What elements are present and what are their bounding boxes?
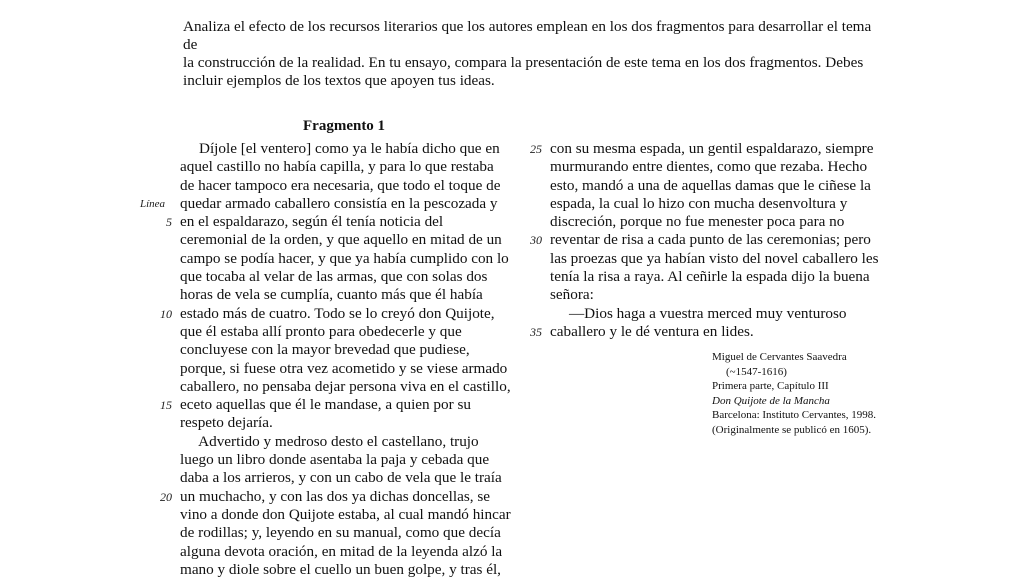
line-text: tenía la risa a raya. Al ceñirle la espada dijo la buena (550, 268, 870, 286)
line-text: que él estaba allí pronto para obedecerle y que (180, 322, 462, 340)
text-line (530, 231, 890, 249)
text-line (180, 543, 525, 561)
line-text: en el espaldarazo, según él tenía noticia del (180, 213, 444, 231)
text-line (180, 451, 525, 469)
text-line (180, 268, 525, 286)
line-number: 5 (166, 215, 172, 230)
text-line (550, 177, 890, 195)
text-line (166, 213, 525, 231)
line-text: luego un libro donde asentaba la paja y cebada que (180, 451, 490, 469)
text-line (530, 322, 890, 341)
text-line (140, 194, 525, 213)
text-line (180, 158, 525, 176)
line-text: quedar armado caballero consistía en la pescozada y (180, 194, 498, 212)
line-text: caballero, no pensaba dejar persona viva en el castillo, (180, 377, 511, 395)
text-line (180, 506, 525, 524)
text-line (180, 140, 525, 158)
line-text: alguna devota oración, en mitad de la leyenda alzó la (180, 542, 503, 560)
line-text: ceremonial de la orden, y que aquello en mitad de un (180, 231, 502, 249)
text-line (550, 268, 890, 286)
text-line (160, 304, 525, 323)
text-line (180, 469, 525, 487)
citation-publisher: Barcelona: Instituto Cervantes, 1998. (712, 409, 877, 421)
line-text: caballero y le dé ventura en lides. (550, 322, 754, 340)
text-line (160, 396, 525, 414)
line-text: reventar de risa a cada punto de las ceremonias; pero (550, 231, 871, 249)
line-text: aquel castillo no había capilla, y para lo que restaba (180, 158, 494, 176)
text-line (550, 158, 890, 176)
text-line (530, 140, 890, 158)
text-line (180, 231, 525, 249)
line-number: 20 (160, 489, 172, 504)
line-text: de rodillas; y, leyendo en su manual, como que decía (180, 524, 501, 542)
line-text: vino a donde don Quijote estaba, al cual mandó hincar (180, 505, 511, 523)
text-line (180, 341, 525, 359)
line-text: que tocaba al velar de las armas, que con solas dos (180, 268, 488, 286)
text-line (180, 433, 525, 451)
linea-label: Línea (140, 197, 166, 210)
text-line (180, 524, 525, 542)
line-text: horas de vela se cumplía, cuanto más que él había (180, 286, 483, 304)
citation-author: Miguel de Cervantes Saavedra (712, 351, 847, 363)
text-line (160, 487, 525, 506)
text-line (180, 286, 525, 304)
line-text: espada, la cual lo hizo con mucha desenvoltura y (550, 194, 848, 212)
line-text: daba a los arrieros, y con un cabo de vela que le traía (180, 469, 502, 487)
line-text: un muchacho, y con las dos ya dichas doncellas, se (180, 487, 490, 505)
text-line (180, 360, 525, 378)
line-text: mano y diole sobre el cuello un buen golpe, y tras él, (180, 560, 501, 578)
citation-block (712, 350, 876, 437)
text-line (550, 213, 890, 231)
line-text: esto, mandó a una de aquellas damas que le ciñese la (550, 176, 871, 194)
fragment-left-column (140, 140, 525, 579)
line-text: eceto aquellas que él le mandase, a quien por su (180, 396, 471, 414)
line-text: concluyese con la mayor brevedad que pudiese, (180, 341, 470, 359)
citation-work-title: Don Quijote de la Mancha (712, 394, 830, 407)
citation-part: Primera parte, Capítulo III (712, 380, 829, 392)
citation-dates: (~1547-1616) (726, 365, 787, 378)
line-text: campo se podía hacer, y que ya había cumplido con lo (180, 249, 509, 267)
text-line (550, 286, 890, 304)
line-text: señora: (550, 286, 594, 304)
line-text: respeto dejaría. (180, 414, 273, 432)
line-text: —Dios haga a vuestra merced muy venturoso (550, 304, 847, 322)
text-line (550, 195, 890, 213)
line-text: estado más de cuatro. Todo se lo creyó don Quijote, (180, 304, 495, 322)
prompt-line: la construcción de la realidad. En tu ensayo, compara la presentación de este tema en los dos fragmentos. Debes (183, 54, 864, 71)
line-number: 10 (160, 306, 172, 321)
citation-original-date: (Originalmente se publicó en 1605). (712, 423, 872, 436)
text-line (180, 414, 525, 432)
text-line (180, 378, 525, 396)
line-number: 25 (530, 142, 542, 156)
line-text: murmurando entre dientes, como que rezaba. Hecho (550, 158, 868, 176)
line-text: porque, si fuese otra vez acometido y se viese armado (180, 359, 508, 377)
text-line (550, 250, 890, 268)
line-number: 30 (530, 233, 542, 248)
line-text: Advertido y medroso desto el castellano, trujo (180, 432, 479, 450)
essay-prompt (183, 18, 883, 90)
line-text: discreción, porque no fue menester poca para no (550, 213, 845, 231)
line-text: las proezas que ya habían visto del novel caballero les (550, 249, 879, 267)
text-line (550, 305, 890, 323)
text-line (180, 561, 525, 579)
line-text: con su mesma espada, un gentil espaldarazo, siempre (550, 140, 874, 157)
prompt-line: Analiza el efecto de los recursos literarios que los autores emplean en los dos fragmentos para desarrollar el tema de (183, 18, 872, 53)
text-line (180, 323, 525, 341)
fragment-right-column (530, 140, 890, 341)
text-line (180, 250, 525, 268)
fragment-title: Fragmento 1 (303, 118, 386, 134)
text-line (180, 177, 525, 195)
prompt-line: incluir ejemplos de los textos que apoyen tus ideas. (183, 72, 495, 89)
line-number: 35 (530, 324, 542, 339)
line-text: Díjole [el ventero] como ya le había dicho que en (180, 140, 500, 157)
line-number: 15 (160, 398, 172, 413)
line-text: de hacer tampoco era necesaria, que todo el toque de (180, 176, 501, 194)
